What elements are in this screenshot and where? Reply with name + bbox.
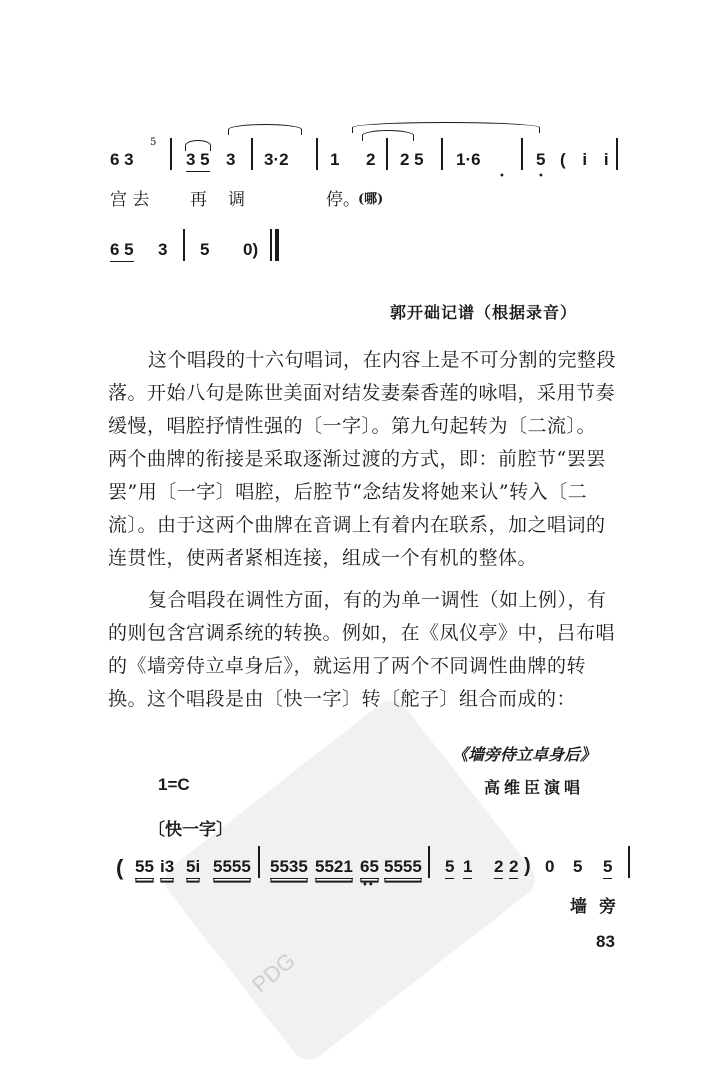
note-group: 2 5 <box>400 150 424 169</box>
note-group: 1 <box>330 150 340 169</box>
note-group: 3 <box>226 150 236 169</box>
text-line: 换。这个唱段是由〔快一字〕转〔舵子〕组合而成的： <box>108 688 577 710</box>
note: 5 <box>573 857 583 876</box>
watermark-text: PDG <box>247 947 300 998</box>
text-line: 两个曲牌的衔接是采取逐渐过渡的方式，即：前腔节“罢罢 <box>108 448 606 470</box>
note-group: 6 3 <box>110 150 134 169</box>
barline <box>258 846 260 878</box>
note-group: 65 <box>360 857 379 879</box>
barline <box>428 846 430 878</box>
note-group: ( i i <box>560 150 615 169</box>
paren: ) <box>524 855 531 877</box>
example-lyric: 墙旁 <box>570 897 628 917</box>
note-group: 3 <box>158 240 168 259</box>
note-group: 5555 <box>384 857 422 879</box>
note-group: 5i <box>186 857 200 879</box>
note-group: 5521 <box>315 857 353 879</box>
paren: ( <box>116 855 124 880</box>
low-octave-dot: • <box>499 171 505 182</box>
lyric-word: (哪) <box>358 192 384 207</box>
slur <box>185 140 211 151</box>
text-line: 落。开始八句是陈世美面对结发妻秦香莲的咏唱，采用节奏 <box>108 382 616 404</box>
note-group: 6 5 <box>110 240 134 262</box>
lyric-word: 宫 去 <box>110 190 150 210</box>
barline <box>386 138 388 170</box>
note-group: 5555 <box>213 857 251 879</box>
key-signature: 1=C <box>158 775 190 794</box>
barline <box>251 138 253 170</box>
lyric-word: 调 <box>228 190 245 210</box>
barline <box>316 138 318 170</box>
note: 5 <box>445 857 454 879</box>
text-line: 这个唱段的十六句唱词，在内容上是不可分割的完整段 <box>148 349 617 371</box>
note: 0 <box>545 857 555 876</box>
note-group: 3·2 <box>264 150 289 169</box>
barline <box>521 138 523 170</box>
attribution: 郭开础记谱（根据录音） <box>390 303 578 322</box>
note-group: 2 <box>366 150 376 169</box>
final-barline-thin <box>270 229 272 261</box>
low-octave-dot: •• <box>362 880 374 891</box>
page-number: 83 <box>596 932 615 951</box>
section-label: 〔快一字〕 <box>148 820 233 840</box>
barline <box>441 138 443 170</box>
text-line: 缓慢，唱腔抒情性强的〔一字〕。第九句起转为〔二流〕。 <box>108 415 597 437</box>
example-title: 《墙旁侍立卓身后》 <box>452 745 597 764</box>
note-group: 5535 <box>270 857 308 879</box>
note: 1 <box>463 857 472 879</box>
note: 5 <box>603 857 612 879</box>
grace-note: 5 <box>150 137 157 148</box>
text-line: 罢”用〔一字〕唱腔，后腔节“念结发将她来认”转入〔二 <box>108 481 588 503</box>
slur <box>362 130 414 141</box>
text-line: 复合唱段在调性方面，有的为单一调性（如上例），有 <box>148 589 607 611</box>
text-line: 连贯性，使两者紧相连接，组成一个有机的整体。 <box>108 547 538 569</box>
note-group: 1·6 <box>456 150 481 169</box>
note-group: i3 <box>160 857 174 879</box>
barline <box>628 846 630 878</box>
text-line: 的《墙旁侍立卓身后》，就运用了两个不同调性曲牌的转 <box>108 655 587 677</box>
note: 2 <box>509 857 518 879</box>
note-group: 5 <box>536 150 546 169</box>
lyric-word: 停。 <box>326 190 360 210</box>
lyric-word: 再 <box>190 190 207 210</box>
barline <box>170 138 172 170</box>
note-group: 5 <box>200 240 210 259</box>
note-group: 0) <box>243 240 259 259</box>
text-line: 的则包含宫调系统的转换。例如，在《凤仪亭》中，吕布唱 <box>108 622 616 644</box>
note-group: 55 <box>135 857 154 879</box>
slur <box>228 124 302 135</box>
barline <box>616 138 618 170</box>
text-line: 流〕。由于这两个曲牌在音调上有着内在联系，加之唱词的 <box>108 514 606 536</box>
barline <box>183 229 185 261</box>
performer: 高维臣演唱 <box>484 778 585 797</box>
note: 2 <box>494 857 503 879</box>
low-octave-dot: • <box>538 171 544 182</box>
final-barline-thick <box>275 229 279 261</box>
note-group: 3 5 <box>186 150 210 172</box>
